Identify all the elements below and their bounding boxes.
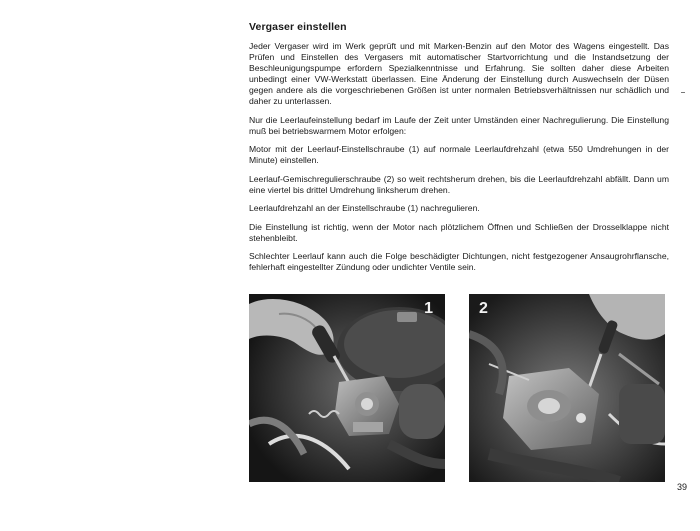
section-title: Vergaser einstellen [249, 21, 347, 33]
paragraph-check: Die Einstellung ist richtig, wenn der Motor nach plötzlichem Öffnen und Schließen der Drosselklappe nicht stehenbleibt. [249, 221, 669, 243]
margin-mark [681, 92, 685, 93]
photo-carburetor-1 [249, 294, 445, 482]
paragraph-idle-note: Nur die Leerlaufeinstellung bedarf im Laufe der Zeit unter Umständen einer Nachregulierung. Die Einstellung muß bei betriebswarmem Motor erfolgen: [249, 114, 669, 136]
photo-label-1: 1 [424, 300, 433, 317]
photo-carburetor-2 [469, 294, 665, 482]
paragraph-intro: Jeder Vergaser wird im Werk geprüft und mit Marken-Benzin auf den Motor des Wagens eingestellt. Das Prüfen und Einstellen des Vergasers mit automatischer Startvorrichtung und die Instandsetzung der Beschleunigungspumpe erfordern Spezialkenntnisse und Erfahrung. Sie sollten daher diese Arbeiten unbedingt einer VW-Werkstatt überlassen. Eine Änderung der Einstellung durch Auswechseln der Düsen gegen andere als die vorgeschriebenen Größen ist unter normalen Betriebsverhältnissen nur schädlich und daher zu unterlassen. [249, 41, 669, 106]
carburetor-photo-1-image [249, 294, 445, 482]
body-text [249, 41, 669, 281]
photo-label-2: 2 [479, 300, 488, 317]
paragraph-step-2: Leerlauf-Gemischregulierschraube (2) so weit rechtsherum drehen, bis die Leerlaufdrehzahl abfällt. Dann um eine viertel bis drittel Umdrehung linksherum drehen. [249, 173, 669, 195]
paragraph-step-3: Leerlaufdrehzahl an der Einstellschraube (1) nachregulieren. [249, 203, 480, 213]
paragraph-troubleshoot: Schlechter Leerlauf kann auch die Folge beschädigter Dichtungen, nicht festgezogener Ansaugrohrflansche, fehlerhaft eingestellter Zündung oder undichter Ventile sein. [249, 251, 669, 272]
paragraph-step-1: Motor mit der Leerlauf-Einstellschraube (1) auf normale Leerlaufdrehzahl (etwa 550 Umdrehungen in der Minute) einstellen. [249, 144, 669, 165]
page-number: 39 [677, 482, 688, 492]
carburetor-photo-2-image [469, 294, 665, 482]
